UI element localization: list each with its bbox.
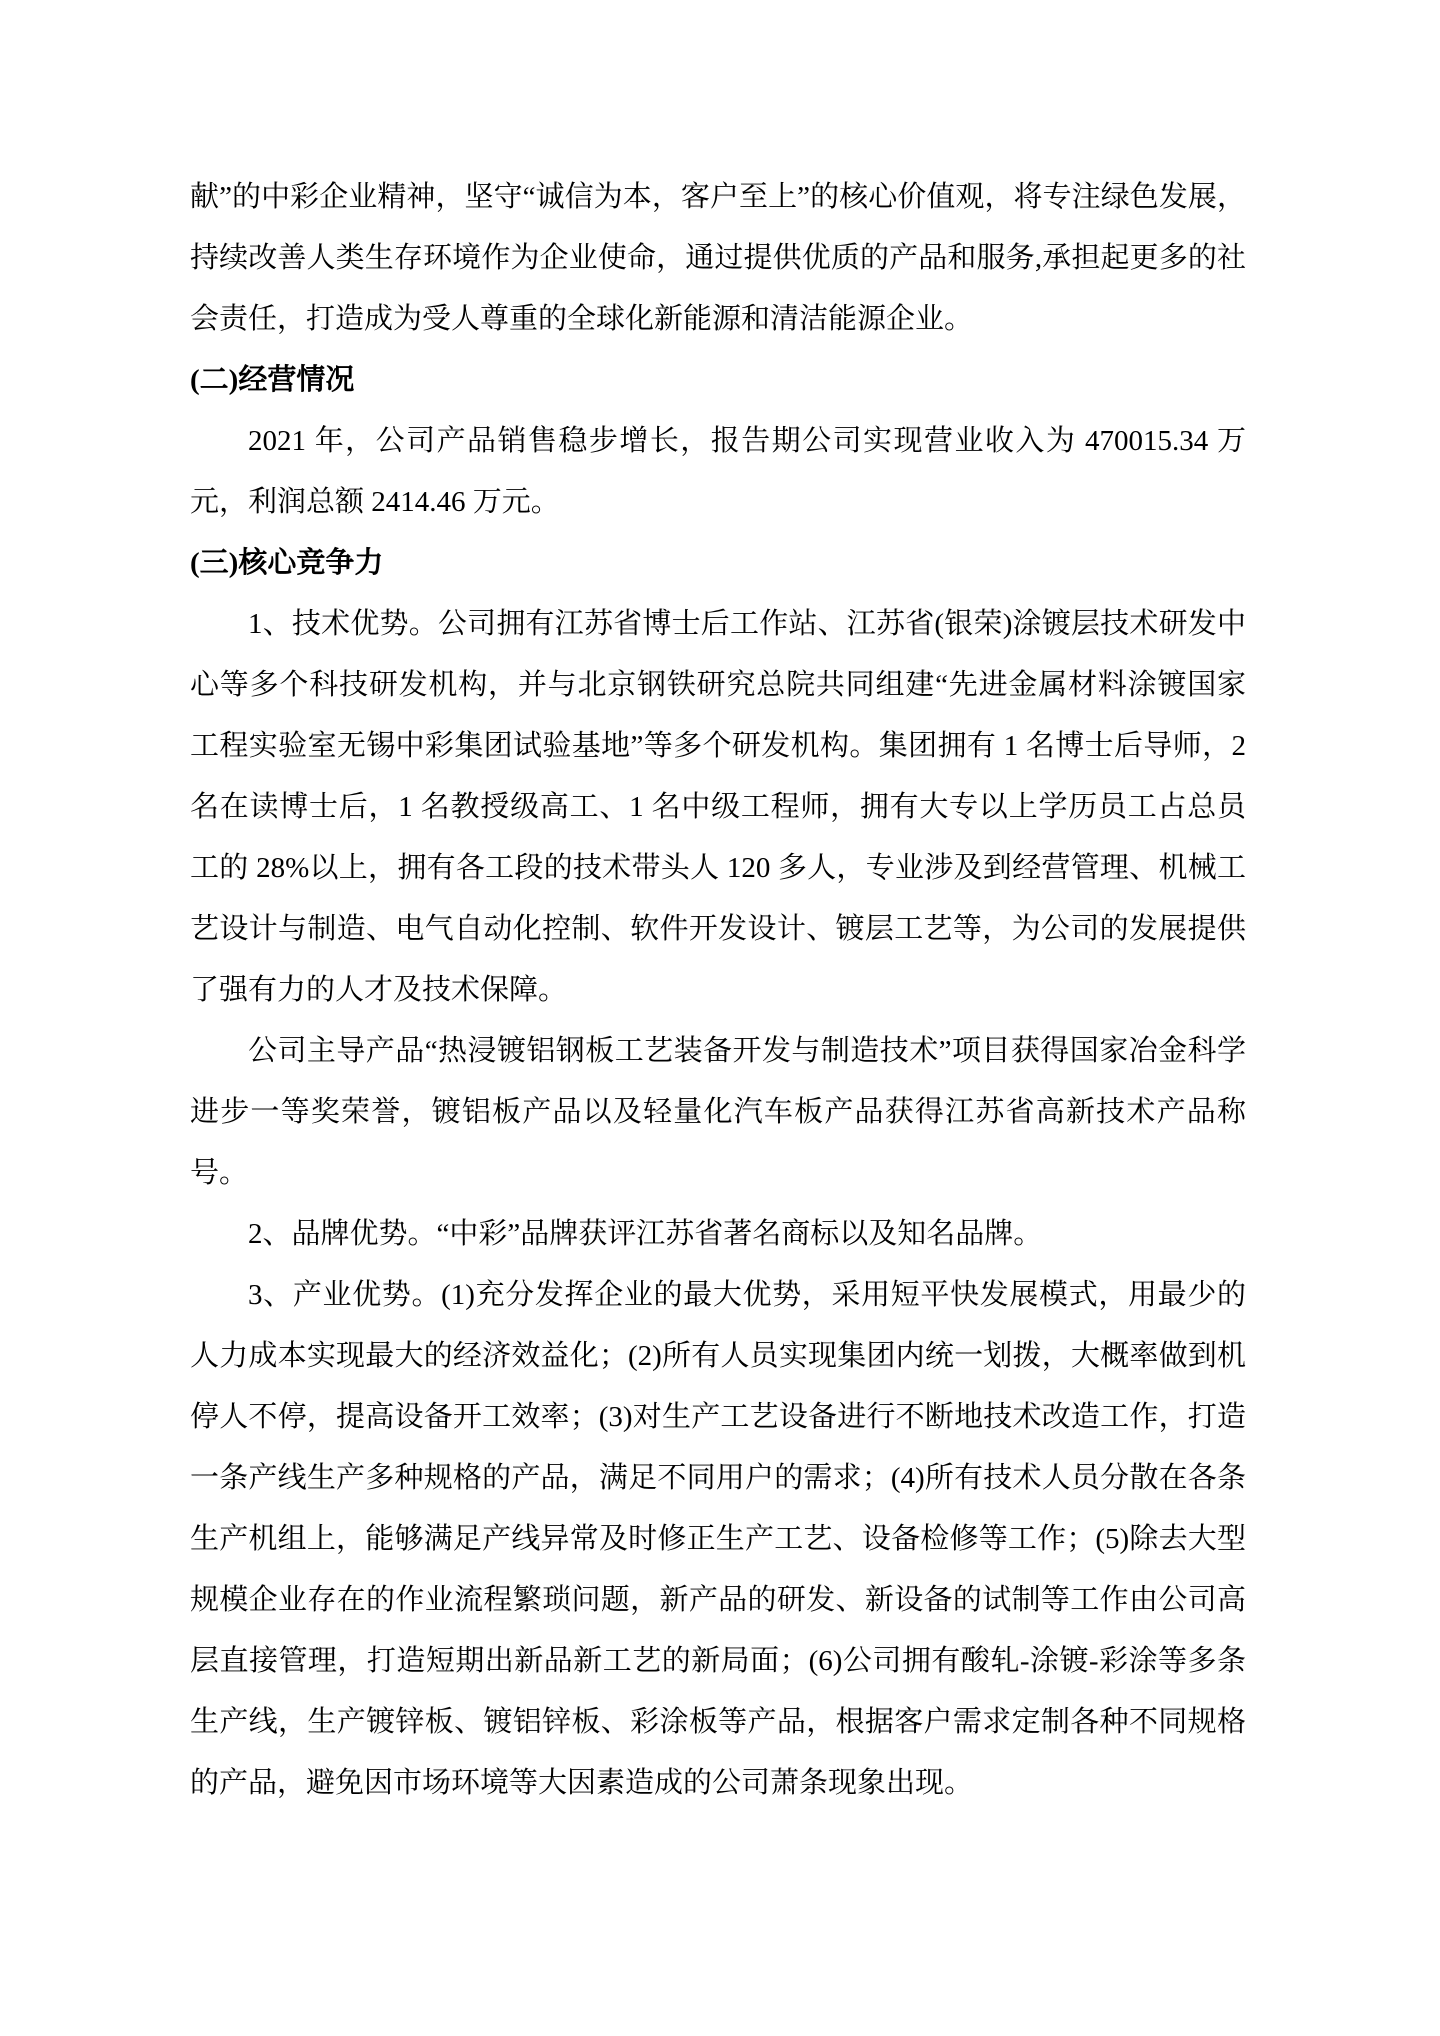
paragraph-company-spirit-continuation: 献”的中彩企业精神，坚守“诚信为本，客户至上”的核心价值观，将专注绿色发展，持续改善人类生存环境作为企业使命，通过提供优质的产品和服务,承担起更多的社会责任，打造成为受人尊重的全球化新能源和清洁能源企业。: [190, 181, 1246, 335]
section-heading-core-competitiveness: (三)核心竞争力: [190, 547, 384, 579]
paragraph-operating-results: 2021 年，公司产品销售稳步增长，报告期公司实现营业收入为 470015.34 万元，利润总额 2414.46 万元。: [190, 425, 1246, 518]
paragraph-industry-advantage: 3、产业优势。(1)充分发挥企业的最大优势，采用短平快发展模式，用最少的人力成本实现最大的经济效益化；(2)所有人员实现集团内统一划拨，大概率做到机停人不停，提高设备开工效率；(3)对生产工艺设备进行不断地技术改造工作，打造一条产线生产多种规格的产品，满足不同用户的需求；(4)所有技术人员分散在各条生产机组上，能够满足产线异常及时修正生产工艺、设备检修等工作；(5)除去大型规模企业存在的作业流程繁琐问题，新产品的研发、新设备的试制等工作由公司高层直接管理，打造短期出新品新工艺的新局面；(6)公司拥有酸轧-涂镀-彩涂等多条生产线，生产镀锌板、镀铝锌板、彩涂板等产品，根据客户需求定制各种不同规格的产品，避免因市场环境等大因素造成的公司萧条现象出现。: [190, 1279, 1246, 1799]
paragraph-brand-advantage: 2、品牌优势。“中彩”品牌获评江苏省著名商标以及知名品牌。: [248, 1218, 1043, 1250]
paragraph-flagship-product-awards: 公司主导产品“热浸镀铝钢板工艺装备开发与制造技术”项目获得国家冶金科学进步一等奖荣誉，镀铝板产品以及轻量化汽车板产品获得江苏省高新技术产品称号。: [190, 1035, 1246, 1189]
paragraph-technical-advantage: 1、技术优势。公司拥有江苏省博士后工作站、江苏省(银荣)涂镀层技术研发中心等多个科技研发机构，并与北京钢铁研究总院共同组建“先进金属材料涂镀国家工程实验室无锡中彩集团试验基地”等多个研发机构。集团拥有 1 名博士后导师，2 名在读博士后，1 名教授级高工、1 名中级工程师，拥有大专以上学历员工占总员工的 28%以上，拥有各工段的技术带头人 120 多人，专业涉及到经营管理、机械工艺设计与制造、电气自动化控制、软件开发设计、镀层工艺等，为公司的发展提供了强有力的人才及技术保障。: [190, 608, 1246, 1006]
section-heading-operating-status: (二)经营情况: [190, 364, 355, 396]
